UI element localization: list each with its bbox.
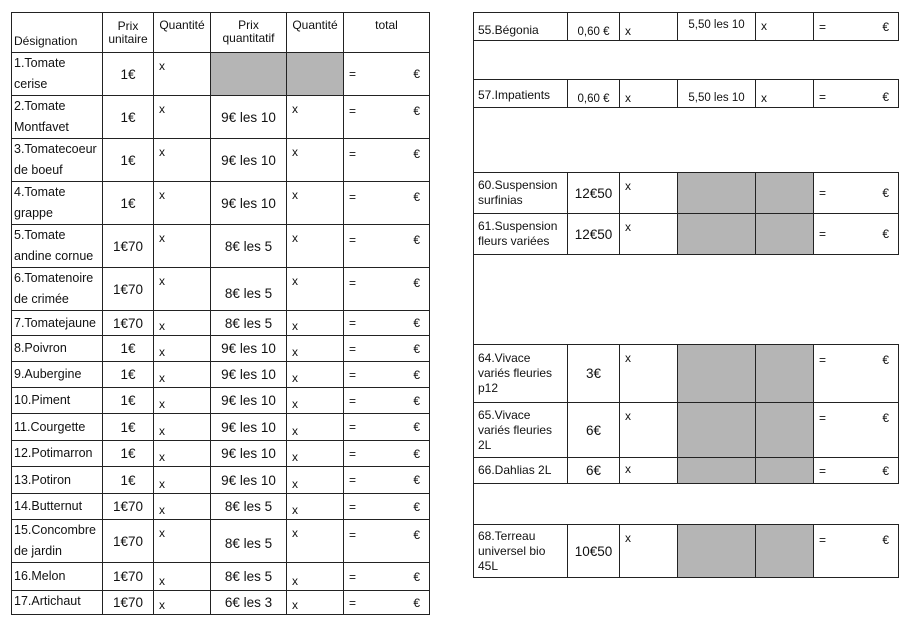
bulk-quantity-input[interactable]: x bbox=[287, 467, 344, 494]
unit-price: 1€ bbox=[103, 182, 154, 225]
grey-cell bbox=[756, 345, 814, 403]
table-row bbox=[12, 467, 430, 494]
item-name: 5.Tomate andine cornue bbox=[12, 225, 103, 268]
item-name: 64.Vivace variés fleuries p12 bbox=[474, 345, 568, 403]
unit-price: 0,60 € bbox=[568, 80, 620, 108]
table-row bbox=[12, 441, 430, 467]
item-name: 3.Tomatecoeur de boeuf bbox=[12, 139, 103, 182]
quantity-input[interactable]: x bbox=[154, 53, 211, 96]
grey-cell bbox=[756, 403, 814, 458]
grey-cell bbox=[756, 173, 814, 214]
bulk-quantity-input[interactable]: x bbox=[287, 182, 344, 225]
unit-price: 1€ bbox=[103, 388, 154, 414]
bulk-price: 9€ les 10 bbox=[211, 467, 287, 494]
total-cell[interactable] bbox=[344, 494, 430, 520]
equals-sign: = bbox=[349, 67, 357, 81]
euro-sign: € bbox=[413, 276, 420, 290]
gap-row bbox=[474, 484, 899, 525]
unit-price: 1€ bbox=[103, 96, 154, 139]
euro-sign: € bbox=[413, 569, 420, 584]
unit-price: 1€70 bbox=[103, 225, 154, 268]
equals-sign: = bbox=[349, 393, 357, 408]
euro-sign: € bbox=[882, 19, 889, 34]
blank-space bbox=[474, 41, 899, 80]
blank-space bbox=[474, 255, 899, 345]
bulk-price: 8€ les 5 bbox=[211, 494, 287, 520]
table-row bbox=[474, 458, 899, 484]
bulk-price: 9€ les 10 bbox=[211, 182, 287, 225]
unit-price: 1€70 bbox=[103, 520, 154, 563]
quantity-input[interactable]: x bbox=[154, 268, 211, 311]
quantity-input[interactable]: x bbox=[154, 139, 211, 182]
unit-price: 0,60 € bbox=[568, 13, 620, 41]
header-quantite-2: Quantité bbox=[287, 13, 344, 53]
quantity-input[interactable]: x bbox=[154, 336, 211, 362]
equals-sign: = bbox=[819, 533, 827, 547]
left-order-table bbox=[11, 12, 430, 615]
item-name: 10.Piment bbox=[12, 388, 103, 414]
quantity-input[interactable]: x bbox=[154, 467, 211, 494]
total-cell[interactable] bbox=[344, 467, 430, 494]
equals-sign: = bbox=[819, 186, 827, 200]
bulk-quantity-input[interactable]: x bbox=[287, 494, 344, 520]
bulk-price: 9€ les 10 bbox=[211, 441, 287, 467]
equals-sign: = bbox=[819, 463, 827, 478]
total-cell[interactable] bbox=[814, 403, 899, 458]
item-name: 65.Vivace variés fleuries 2L bbox=[474, 403, 568, 458]
table-row bbox=[12, 225, 430, 268]
unit-price: 10€50 bbox=[568, 525, 620, 578]
table-row bbox=[12, 494, 430, 520]
bulk-price: 8€ les 5 bbox=[211, 311, 287, 336]
euro-sign: € bbox=[413, 341, 420, 356]
bulk-price: 9€ les 10 bbox=[211, 96, 287, 139]
table-row bbox=[474, 214, 899, 255]
bulk-quantity-input[interactable]: x bbox=[756, 13, 814, 41]
table-row bbox=[474, 525, 899, 578]
bulk-price: 8€ les 5 bbox=[211, 563, 287, 591]
bulk-quantity-input[interactable]: x bbox=[287, 268, 344, 311]
unit-price: 12€50 bbox=[568, 173, 620, 214]
bulk-price: 9€ les 10 bbox=[211, 388, 287, 414]
bulk-price: 8€ les 5 bbox=[211, 268, 287, 311]
bulk-quantity-input[interactable]: x bbox=[287, 362, 344, 388]
equals-sign: = bbox=[349, 341, 357, 356]
gap-row bbox=[474, 108, 899, 173]
quantity-input[interactable]: x bbox=[620, 173, 678, 214]
table-row bbox=[12, 336, 430, 362]
equals-sign: = bbox=[819, 353, 827, 367]
total-cell[interactable] bbox=[344, 182, 430, 225]
blank-space bbox=[474, 108, 899, 173]
quantity-input[interactable]: x bbox=[154, 311, 211, 336]
gap-row bbox=[474, 255, 899, 345]
grey-cell bbox=[678, 173, 756, 214]
bulk-quantity-input[interactable]: x bbox=[287, 139, 344, 182]
bulk-price: 5,50 les 10 bbox=[678, 80, 756, 108]
total-cell[interactable] bbox=[344, 388, 430, 414]
quantity-input[interactable]: x bbox=[154, 225, 211, 268]
table-row bbox=[12, 362, 430, 388]
total-cell[interactable] bbox=[814, 173, 899, 214]
unit-price: 1€ bbox=[103, 53, 154, 96]
table-row bbox=[12, 182, 430, 225]
item-name: 13.Potiron bbox=[12, 467, 103, 494]
quantity-input[interactable]: x bbox=[620, 458, 678, 484]
bulk-price: 9€ les 10 bbox=[211, 139, 287, 182]
quantity-input[interactable]: x bbox=[620, 80, 678, 108]
equals-sign: = bbox=[349, 367, 357, 382]
euro-sign: € bbox=[882, 411, 889, 425]
total-cell[interactable] bbox=[344, 563, 430, 591]
euro-sign: € bbox=[413, 104, 420, 118]
item-name: 55.Bégonia bbox=[474, 13, 568, 41]
grey-cell bbox=[287, 53, 344, 96]
bulk-quantity-input[interactable]: x bbox=[287, 591, 344, 615]
bulk-quantity-input[interactable]: x bbox=[756, 80, 814, 108]
total-cell[interactable] bbox=[814, 214, 899, 255]
bulk-quantity-input[interactable]: x bbox=[287, 388, 344, 414]
total-cell[interactable] bbox=[344, 225, 430, 268]
total-cell[interactable] bbox=[814, 345, 899, 403]
table-row bbox=[474, 173, 899, 214]
table-row bbox=[12, 268, 430, 311]
equals-sign: = bbox=[819, 411, 827, 425]
euro-sign: € bbox=[882, 186, 889, 200]
quantity-input[interactable]: x bbox=[154, 520, 211, 563]
item-name: 57.Impatients bbox=[474, 80, 568, 108]
unit-price: 6€ bbox=[568, 458, 620, 484]
bulk-price: 6€ les 3 bbox=[211, 591, 287, 615]
quantity-input[interactable]: x bbox=[620, 525, 678, 578]
header-prix-unitaire: Prix unitaire bbox=[103, 13, 154, 53]
total-cell[interactable] bbox=[344, 311, 430, 336]
total-cell[interactable] bbox=[344, 591, 430, 615]
total-cell[interactable] bbox=[344, 139, 430, 182]
euro-sign: € bbox=[882, 353, 889, 367]
quantity-input[interactable]: x bbox=[620, 403, 678, 458]
quantity-input[interactable]: x bbox=[154, 362, 211, 388]
quantity-input[interactable]: x bbox=[620, 13, 678, 41]
euro-sign: € bbox=[413, 147, 420, 161]
bulk-quantity-input[interactable]: x bbox=[287, 520, 344, 563]
euro-sign: € bbox=[882, 533, 889, 547]
total-cell[interactable] bbox=[344, 414, 430, 441]
unit-price: 1€ bbox=[103, 441, 154, 467]
table-row bbox=[12, 311, 430, 336]
euro-sign: € bbox=[413, 446, 420, 461]
unit-price: 1€ bbox=[103, 414, 154, 441]
total-cell[interactable] bbox=[344, 53, 430, 96]
bulk-quantity-input[interactable]: x bbox=[287, 311, 344, 336]
euro-sign: € bbox=[413, 67, 420, 81]
euro-sign: € bbox=[413, 367, 420, 382]
header-total: total bbox=[344, 13, 430, 53]
euro-sign: € bbox=[413, 528, 420, 542]
item-name: 14.Butternut bbox=[12, 494, 103, 520]
table-row bbox=[12, 139, 430, 182]
bulk-quantity-input[interactable]: x bbox=[287, 441, 344, 467]
grey-cell bbox=[678, 458, 756, 484]
equals-sign: = bbox=[819, 19, 827, 34]
item-name: 9.Aubergine bbox=[12, 362, 103, 388]
table-row bbox=[474, 80, 899, 108]
table-row bbox=[474, 13, 899, 41]
quantity-input[interactable]: x bbox=[154, 96, 211, 139]
bulk-quantity-input[interactable]: x bbox=[287, 414, 344, 441]
bulk-price: 9€ les 10 bbox=[211, 414, 287, 441]
bulk-price: 5,50 les 10 bbox=[678, 13, 756, 41]
table-row bbox=[12, 563, 430, 591]
total-cell[interactable] bbox=[344, 336, 430, 362]
equals-sign: = bbox=[349, 595, 357, 610]
bulk-quantity-input[interactable]: x bbox=[287, 563, 344, 591]
euro-sign: € bbox=[882, 227, 889, 241]
gap-row bbox=[474, 41, 899, 80]
equals-sign: = bbox=[349, 276, 357, 290]
quantity-input[interactable]: x bbox=[154, 494, 211, 520]
equals-sign: = bbox=[349, 233, 357, 247]
unit-price: 1€ bbox=[103, 362, 154, 388]
grey-cell bbox=[678, 345, 756, 403]
item-name: 15.Concombre de jardin bbox=[12, 520, 103, 563]
equals-sign: = bbox=[349, 569, 357, 584]
unit-price: 1€ bbox=[103, 139, 154, 182]
header-prix-quantitatif: Prix quantitatif bbox=[211, 13, 287, 53]
total-cell[interactable] bbox=[344, 268, 430, 311]
header-row bbox=[12, 13, 430, 53]
header-designation: Désignation bbox=[12, 13, 103, 53]
quantity-input[interactable]: x bbox=[620, 345, 678, 403]
quantity-input[interactable]: x bbox=[154, 591, 211, 615]
unit-price: 1€ bbox=[103, 336, 154, 362]
euro-sign: € bbox=[882, 463, 889, 478]
bulk-quantity-input[interactable]: x bbox=[287, 336, 344, 362]
item-name: 12.Potimarron bbox=[12, 441, 103, 467]
unit-price: 3€ bbox=[568, 345, 620, 403]
item-name: 60.Suspension surfinias bbox=[474, 173, 568, 214]
grey-cell bbox=[756, 525, 814, 578]
bulk-price: 8€ les 5 bbox=[211, 225, 287, 268]
item-name: 11.Courgette bbox=[12, 414, 103, 441]
quantity-input[interactable]: x bbox=[154, 563, 211, 591]
bulk-quantity-input[interactable]: x bbox=[287, 96, 344, 139]
equals-sign: = bbox=[349, 147, 357, 161]
item-name: 7.Tomatejaune bbox=[12, 311, 103, 336]
grey-cell bbox=[678, 214, 756, 255]
item-name: 8.Poivron bbox=[12, 336, 103, 362]
euro-sign: € bbox=[413, 393, 420, 408]
unit-price: 12€50 bbox=[568, 214, 620, 255]
euro-sign: € bbox=[413, 420, 420, 434]
unit-price: 1€70 bbox=[103, 591, 154, 615]
header-quantite: Quantité bbox=[154, 13, 211, 53]
equals-sign: = bbox=[819, 227, 827, 241]
item-name: 2.Tomate Montfavet bbox=[12, 96, 103, 139]
quantity-input[interactable]: x bbox=[154, 441, 211, 467]
quantity-input[interactable]: x bbox=[620, 214, 678, 255]
unit-price: 1€70 bbox=[103, 563, 154, 591]
euro-sign: € bbox=[413, 316, 420, 330]
bulk-price: 9€ les 10 bbox=[211, 362, 287, 388]
equals-sign: = bbox=[349, 528, 357, 542]
bulk-quantity-input[interactable]: x bbox=[287, 225, 344, 268]
blank-space bbox=[474, 484, 899, 525]
equals-sign: = bbox=[819, 90, 827, 104]
item-name: 61.Suspension fleurs variées bbox=[474, 214, 568, 255]
equals-sign: = bbox=[349, 473, 357, 487]
item-name: 66.Dahlias 2L bbox=[474, 458, 568, 484]
total-cell[interactable] bbox=[344, 96, 430, 139]
equals-sign: = bbox=[349, 446, 357, 461]
item-name: 4.Tomate grappe bbox=[12, 182, 103, 225]
total-cell[interactable] bbox=[814, 458, 899, 484]
item-name: 6.Tomatenoire de crimée bbox=[12, 268, 103, 311]
total-cell[interactable] bbox=[814, 525, 899, 578]
grey-cell bbox=[756, 214, 814, 255]
unit-price: 1€ bbox=[103, 467, 154, 494]
total-cell[interactable] bbox=[344, 441, 430, 467]
euro-sign: € bbox=[413, 595, 420, 610]
table-row bbox=[12, 520, 430, 563]
table-row bbox=[12, 591, 430, 615]
grey-cell bbox=[756, 458, 814, 484]
unit-price: 1€70 bbox=[103, 268, 154, 311]
table-row bbox=[474, 403, 899, 458]
equals-sign: = bbox=[349, 316, 357, 330]
quantity-input[interactable]: x bbox=[154, 388, 211, 414]
equals-sign: = bbox=[349, 420, 357, 434]
euro-sign: € bbox=[413, 473, 420, 487]
euro-sign: € bbox=[413, 190, 420, 204]
equals-sign: = bbox=[349, 190, 357, 204]
item-name: 68.Terreau universel bio 45L bbox=[474, 525, 568, 578]
table-row bbox=[474, 345, 899, 403]
quantity-input[interactable]: x bbox=[154, 182, 211, 225]
item-name: 1.Tomate cerise bbox=[12, 53, 103, 96]
table-row bbox=[12, 414, 430, 441]
item-name: 17.Artichaut bbox=[12, 591, 103, 615]
equals-sign: = bbox=[349, 104, 357, 118]
grey-cell bbox=[678, 403, 756, 458]
item-name: 16.Melon bbox=[12, 563, 103, 591]
total-cell[interactable] bbox=[344, 520, 430, 563]
quantity-input[interactable]: x bbox=[154, 414, 211, 441]
equals-sign: = bbox=[349, 499, 357, 514]
euro-sign: € bbox=[882, 90, 889, 104]
grey-cell bbox=[678, 525, 756, 578]
unit-price: 1€70 bbox=[103, 311, 154, 336]
euro-sign: € bbox=[413, 233, 420, 247]
table-row bbox=[12, 388, 430, 414]
table-row bbox=[12, 53, 430, 96]
bulk-price: 8€ les 5 bbox=[211, 520, 287, 563]
bulk-price: 9€ les 10 bbox=[211, 336, 287, 362]
total-cell[interactable] bbox=[344, 362, 430, 388]
unit-price: 1€70 bbox=[103, 494, 154, 520]
table-row bbox=[12, 96, 430, 139]
total-cell[interactable] bbox=[814, 80, 899, 108]
right-order-table bbox=[473, 12, 899, 578]
unit-price: 6€ bbox=[568, 403, 620, 458]
grey-cell bbox=[211, 53, 287, 96]
total-cell[interactable] bbox=[814, 13, 899, 41]
euro-sign: € bbox=[413, 499, 420, 514]
